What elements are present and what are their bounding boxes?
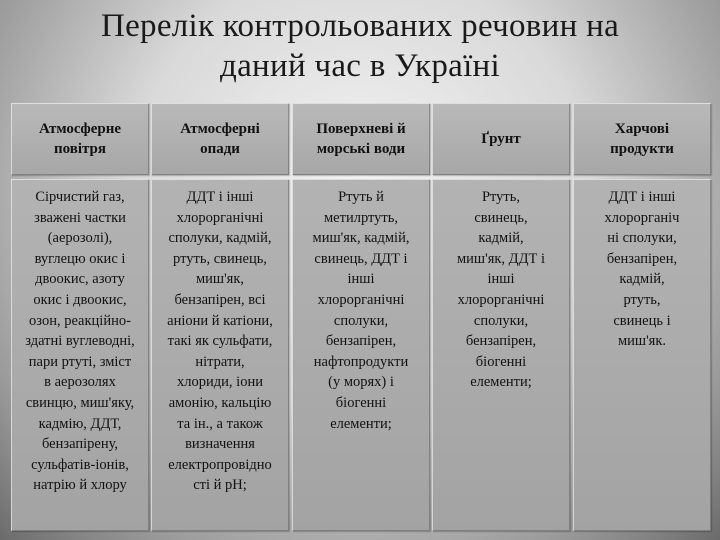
cell-line: ртуть, свинець, [173,250,267,267]
cell-line: та ін., а також [177,415,263,432]
header-line: Атмосферні [180,121,260,137]
cell-line: хлорорганічні [457,291,545,308]
slide-title-line-1: Перелік контрольованих речовин на [100,8,620,44]
column-body [11,179,149,531]
cell-line: бензапірен, всі [174,291,266,308]
header-line: Ґрунт [481,131,521,147]
header-text [316,119,405,159]
cell-line: сті й рН; [193,477,247,494]
substances-table [11,103,711,531]
cell-line: окис і двоокис, [33,291,127,308]
cell-line: елементи; [330,415,392,432]
column-body [292,179,430,531]
column-header [432,103,570,175]
column-header [573,103,711,175]
header-line: Харчові [614,121,670,137]
cell-line: в аерозолях [44,374,116,391]
cell-line: хлорорганічні [176,209,264,226]
header-text [39,119,121,159]
cell-line: біогенні [335,394,387,411]
cell-line: хлорорганічні [317,291,405,308]
cell-line: миш'як, [195,271,245,288]
cell-line: бензапірену, [41,436,118,453]
header-line: Поверхневі й [316,121,406,137]
cell-line: Ртуть, [481,189,521,205]
cell-line: свинець, [474,209,528,226]
cell-line: озон, реакційно- [29,312,131,329]
cell-line: кадмію, ДДТ, [38,415,122,432]
cell-line: вуглецю окис і [34,250,126,267]
cell-line: свинець, ДДТ і [314,250,408,267]
cell-line: миш'як, кадмій, [312,230,410,247]
cell-line: інші [487,271,515,288]
header-line: продукти [610,141,674,157]
header-line: повітря [53,141,107,157]
cell-line: сполуки, [333,312,389,329]
slide-title-line-2: даний час в Україні [220,48,500,84]
column-header [11,103,149,175]
cell-line: здатні вуглеводні, [25,333,135,350]
cell-line: миш'як. [617,333,667,350]
column-header [292,103,430,175]
cell-line: (аерозолі), [47,230,113,247]
cell-line: свинець і [613,312,671,329]
cell-line: ДДТ і інші [608,189,676,205]
cell-line: бензапірен, [465,333,537,350]
cell-line: сполуки, кадмій, [168,230,272,247]
cell-line: кадмій, [619,271,665,288]
cell-line: такі як сульфати, [167,333,273,350]
cell-line: (у морях) і [328,374,394,391]
column-header [151,103,289,175]
header-text [610,119,674,159]
cell-line: бензапірен, [325,333,397,350]
cell-line: біогенні [475,353,527,370]
cell-line: хлорорганіч [604,209,680,226]
cell-line: зважені частки [34,209,126,226]
cell-line: визначення [185,436,255,453]
cell-line: сполуки, [473,312,529,329]
cell-line: аніони й катіони, [167,312,273,329]
cell-line: двоокис, азоту [35,271,125,288]
cell-line: кадмій, [478,230,524,247]
column-body [151,179,289,531]
cell-line: хлориди, іони [177,374,263,391]
cell-line: нітрати, [195,353,245,370]
cell-line: елементи; [470,374,532,391]
cell-line: метилртуть, [324,209,398,226]
cell-line: ні сполуки, [607,230,677,247]
slide-title [0,6,720,86]
cell-line: ДДТ і інші [186,189,254,205]
cell-line: пари ртуті, зміст [28,353,132,370]
cell-line: бензапірен, [606,250,678,267]
cell-line: Сірчистий газ, [35,189,125,205]
header-line: Атмосферне [38,121,122,137]
header-line: опади [200,141,240,157]
cell-line: електропровідно [168,456,272,473]
cell-line: натрію й хлору [33,477,127,494]
header-line: морські води [316,141,406,157]
cell-line: амонію, кальцію [168,394,272,411]
header-text [180,119,260,159]
cell-line: Ртуть й [338,189,384,205]
cell-line: сульфатів-іонів, [31,456,129,473]
cell-line: миш'як, ДДТ і [457,250,545,267]
column-body [573,179,711,531]
cell-line: нафтопродукти [313,353,409,370]
cell-line: свинцю, миш'яку, [25,394,135,411]
cell-line: інші [347,271,375,288]
column-body [432,179,570,531]
cell-line: ртуть, [623,291,661,308]
header-text [481,129,520,149]
